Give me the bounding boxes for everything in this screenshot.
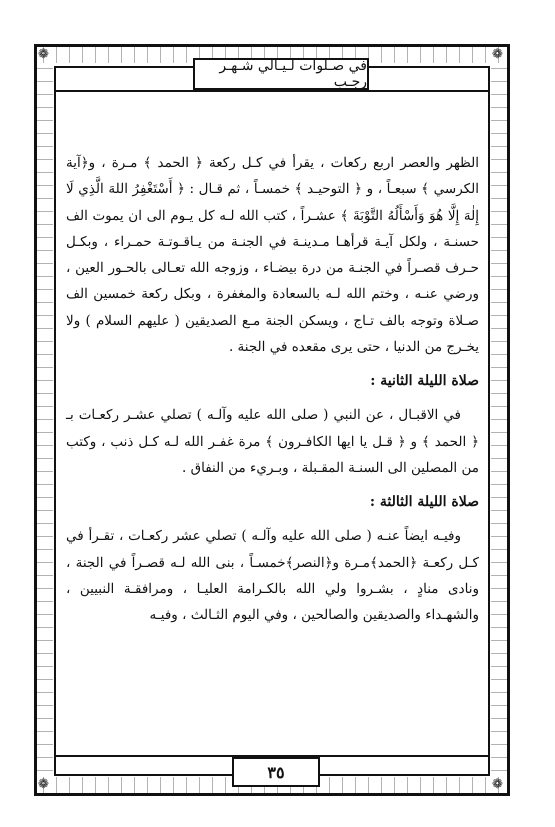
page-number: ٣٥ — [267, 762, 285, 782]
header-rule — [54, 90, 490, 92]
running-header-title: في صـلوات لـيـالي شـهـر رجـب — [219, 58, 367, 90]
corner-ornament-icon: ❁ — [492, 47, 503, 62]
border-pattern-right — [491, 63, 507, 777]
paragraph: وفيـه ايضاً عنـه ( صلى الله عليه وآلـه ) تصلي عشر ركعـات ، تقـرأ في كـل ركعـة ﴿الحمد﴾مـرة و﴿النصر﴾خمسـاً ، بنى الله لـه قصـراً في الجنة ، ونادى منادٍ ، بشـروا ولي الله بالكـرامة العليـا ، ومرافقـة النبيين ، والشهـداء والصديقين والصالحين ، وفي اليوم الثـالث ، وفيـه — [66, 528, 479, 624]
page-body — [66, 150, 479, 628]
section-heading: صلاة الليلة الثانية : — [370, 373, 479, 390]
section-heading: صلاة الليلة الثالثة : — [369, 494, 479, 511]
page-number-box — [232, 757, 320, 787]
paragraph: الظهر والعصر اربع ركعات ، يقرأ في كـل ركعة ﴿ الحمد ﴾ مـرة ، و﴿آية الكرسي ﴾ سبعـاً ، و ﴿ التوحيـد ﴾ خمسـاً ، ثم قـال : ﴿ أَسْتَغْفِرُ اللهَ الَّذِي لَا إِلٰهَ إِلَّا هُوَ وَأَسْأَلُهُ التَّوْبَةَ ﴾ عشـراً ، كتب الله لـه كل يـوم الى ان يموت الف حسنـة ، ولكل آيـة قرأهـا مـدينـة في الجنـة من يـاقـوتـة حمـراء ، وبكـل حـرف قصـراً في الجنـة من درة بيضـاء ، وزوجه الله تعـالى بالحـور العين ، ورضي عنـه ، وختم الله لـه بالسعادة والمغفرة ، وبكل ركعة خمسين الف صـلاة وتوجه بالف تـاج ، ويسكن الجنة مـع الصديقين ( عليهم السلام ) ولا يخـرج من الدنيا ، حتى يرى مقعده في الجنة . — [66, 155, 479, 356]
corner-ornament-icon: ❁ — [492, 777, 503, 792]
corner-ornament-icon: ❁ — [38, 47, 49, 62]
border-pattern-left — [37, 63, 53, 777]
running-header — [193, 58, 369, 90]
corner-ornament-icon: ❁ — [38, 777, 49, 792]
paragraph: في الاقبـال ، عن النبي ( صلى الله عليه وآلـه ) تصلي عشـر ركعـات بـ ﴿ الحمد ﴾ و ﴿ قـل يا ايها الكافـرون ﴾ مرة غفـر الله لـه كـل ذنب ، وكتب من المصلين الى السنـة المقـبلة ، وبـريء من النفاق . — [66, 407, 479, 476]
